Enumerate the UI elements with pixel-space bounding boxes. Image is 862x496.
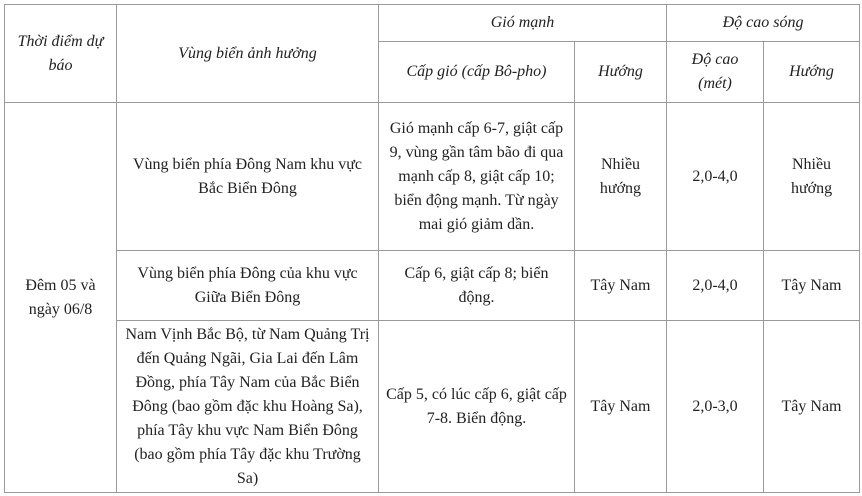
header-wave-group: Độ cao sóng bbox=[667, 5, 860, 42]
header-wind-level: Cấp gió (cấp Bô-pho) bbox=[379, 42, 575, 103]
wind-level-cell: Cấp 6, giật cấp 8; biển động. bbox=[379, 251, 575, 321]
header-wind-direction: Hướng bbox=[575, 42, 667, 103]
region-cell: Vùng biển phía Đông của khu vực Giữa Biển Đông bbox=[117, 251, 379, 321]
wave-height-cell: 2,0-4,0 bbox=[667, 103, 764, 251]
region-cell: Vùng biển phía Đông Nam khu vực Bắc Biển Đông bbox=[117, 103, 379, 251]
header-wave-height: Độ cao (mét) bbox=[667, 42, 764, 103]
wave-direction-cell: Tây Nam bbox=[764, 251, 860, 321]
wave-height-cell: 2,0-3,0 bbox=[667, 321, 764, 493]
header-wind-group: Gió mạnh bbox=[379, 5, 667, 42]
table-row bbox=[5, 251, 860, 321]
time-period-cell: Đêm 05 và ngày 06/8 bbox=[5, 103, 117, 493]
wind-direction-cell: Tây Nam bbox=[575, 321, 667, 493]
wave-direction-cell: Nhiều hướng bbox=[764, 103, 860, 251]
wind-level-cell: Cấp 5, có lúc cấp 6, giật cấp 7-8. Biển động. bbox=[379, 321, 575, 493]
wave-height-cell: 2,0-4,0 bbox=[667, 251, 764, 321]
wave-direction-cell: Tây Nam bbox=[764, 321, 860, 493]
table-row bbox=[5, 103, 860, 251]
header-time: Thời điểm dự báo bbox=[5, 5, 117, 103]
wind-direction-cell: Tây Nam bbox=[575, 251, 667, 321]
header-region: Vùng biển ảnh hưởng bbox=[117, 5, 379, 103]
header-wave-direction: Hướng bbox=[764, 42, 860, 103]
wind-level-cell: Gió mạnh cấp 6-7, giật cấp 9, vùng gần tâm bão đi qua mạnh cấp 8, giật cấp 10; biển động mạnh. Từ ngày mai gió giảm dần. bbox=[379, 103, 575, 251]
wind-direction-cell: Nhiều hướng bbox=[575, 103, 667, 251]
table-row bbox=[5, 321, 860, 493]
forecast-table bbox=[4, 4, 860, 493]
header-row-1 bbox=[5, 5, 860, 42]
region-cell: Nam Vịnh Bắc Bộ, từ Nam Quảng Trị đến Quảng Ngãi, Gia Lai đến Lâm Đồng, phía Tây Nam của Bắc Biển Đông (bao gồm đặc khu Hoàng Sa), phía Tây khu vực Nam Biển Đông (bao gồm phía Tây đặc khu Trường Sa) bbox=[117, 321, 379, 493]
